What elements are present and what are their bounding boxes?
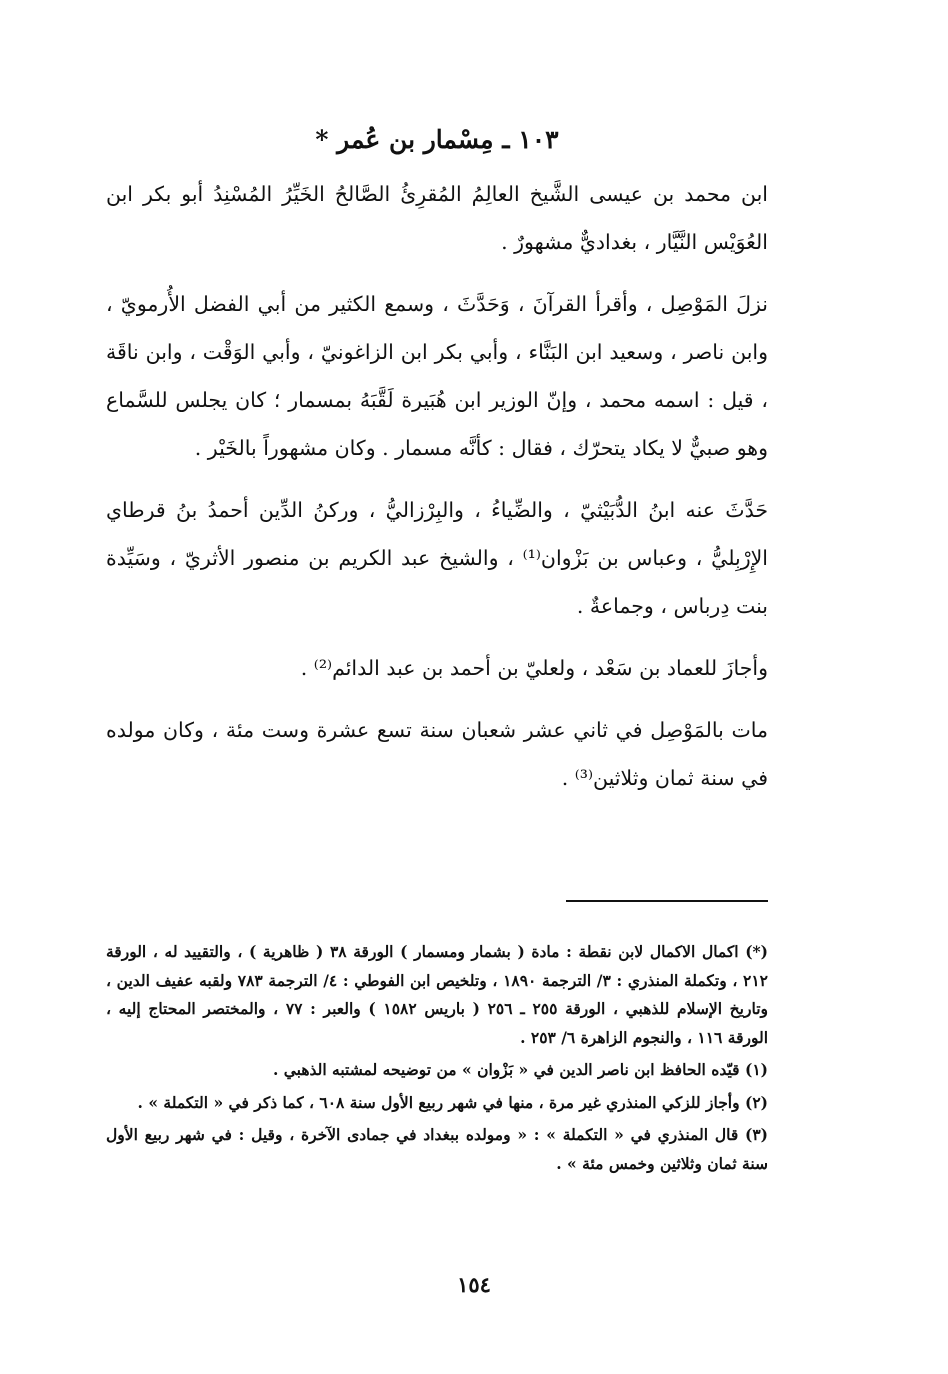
- paragraph-ijaza: وأجازَ للعماد بن سَعْد ، ولعليّ بن أحمد بن عبد الدائم⁽²⁾ .: [300, 656, 768, 680]
- paragraph-teachers: نزلَ المَوْصِل ، وأقرأ القرآنَ ، وَحَدَّثَ ، وسمع الكثير من أبي الفضل الأُرمويّ ، وابن ناصر ، وسعيد ابن البَنَّاء ، وأبي بكر ابن الزاغونيّ ، وأبي الوَقْت ، وابن ناقَة ، قيل : اسمه محمد ، وإنّ الوزير ابن هُبَيرة لَقَّبَهُ بمسمار ؛ كان يجلس للسَّماع وهو صبيٌّ لا يكاد يتحرّك ، فقال : كأنَّه مسمار . وكان مشهوراً بالخَيْر .: [106, 292, 768, 460]
- footnote-sources: (*) اكمال الاكمال لابن نقطة : مادة ( بشمار ومسمار ) الورقة ٣٨ ( ظاهرية ) ، والتقييد له ، الورقة ٢١٢ ، وتكملة المنذري : ٣/ الترجمة ١٨٩٠ ، وتلخيص ابن الفوطي : ٤/ الترجمة ٧٨٣ ولقبه عفيف الدين ، وتاريخ الإسلام للذهبي ، الورقة ٢٥٥ ـ ٢٥٦ ( باريس ١٥٨٢ ) والعبر : ٧٧ ، والمختصر المحتاج إليه ، الورقة ١١٦ ، والنجوم الزاهرة ٦/ ٢٥٣ .: [106, 942, 769, 1047]
- page-number: ١٥٤: [457, 1272, 491, 1297]
- paragraph-death: مات بالمَوْصِل في ثاني عشر شعبان سنة تسع عشرة وست مئة ، وكان مولده في سنة ثمان وثلاثين⁽³⁾ .: [106, 718, 768, 790]
- footnote-1: (١) قيّده الحافظ ابن ناصر الدين في « بَزْوان » من توضيحه لمشتبه الذهبي .: [272, 1060, 768, 1079]
- paragraph-students: حَدَّثَ عنه ابنُ الدُّبَيْثيّ ، والضِّياءُ ، والبِرْزاليُّ ، وركنُ الدِّين أحمدُ بنُ قرطاي الإِرْبِليُّ ، وعباس بن بَزْوان⁽¹⁾ ، والشيخ عبد الكريم بن منصور الأثريّ ، وسَيِّدة بنت دِرباس ، وجماعةٌ .: [106, 498, 768, 618]
- entry-title: ١٠٣ ـ مِسْمار بن عُمر *: [315, 125, 559, 154]
- footnote-separator: [566, 900, 768, 902]
- footnote-2: (٢) وأجاز للزكي المنذري غير مرة ، منها في شهر ربيع الأول سنة ٦٠٨ ، كما ذكر في « التكملة » .: [137, 1092, 768, 1112]
- footnote-3: (٣) قال المنذري في « التكملة » : « ومولده ببغداد في جمادى الآخرة ، وقيل : في شهر ربيع الأول سنة ثمان وثلاثين وخمس مئة » .: [106, 1125, 768, 1173]
- footnotes: [106, 938, 768, 1182]
- entry-body: [106, 118, 768, 816]
- paragraph-lineage: ابن محمد بن عيسى الشَّيخ العالِمُ المُقرِئُ الصَّالحُ الخَيِّرُ المُسْنِدُ أبو بكر ابن العُوَيْس النَّيَّار ، بغداديٌّ مشهورٌ .: [106, 182, 768, 254]
